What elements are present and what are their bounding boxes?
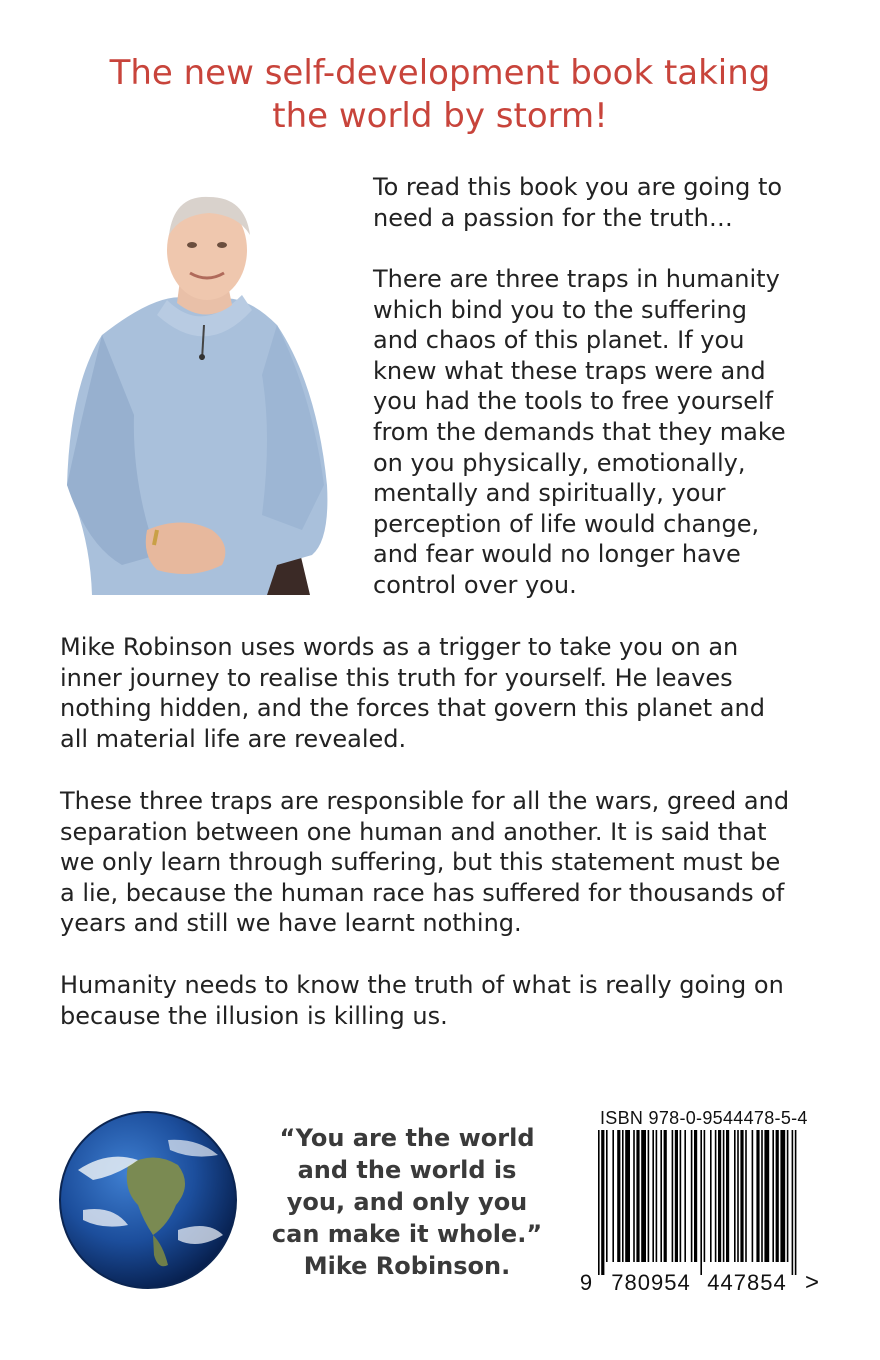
text-line: years and still we have learnt nothing. <box>60 909 522 938</box>
text-line: Humanity needs to know the truth of what is really going on <box>60 971 784 999</box>
barcode-bar <box>641 1130 646 1262</box>
text-line: perception of life would change, <box>373 509 760 538</box>
barcode-bar <box>776 1130 779 1262</box>
barcode-bar <box>664 1130 667 1262</box>
text-line: all material life are revealed. <box>60 724 407 753</box>
barcode-digits-left: 780954 <box>611 1270 691 1295</box>
text-line: knew what these traps were and <box>373 356 766 385</box>
barcode-bar <box>792 1130 794 1275</box>
barcode-bar <box>672 1130 674 1262</box>
text-line: and chaos of this planet. If you <box>373 326 745 355</box>
barcode-bar <box>737 1130 739 1262</box>
barcode-bar <box>622 1130 624 1262</box>
text-line: To read this book you are going to <box>373 173 783 201</box>
journey-paragraph <box>60 632 840 754</box>
text-line: mentally and spiritually, your <box>373 479 726 508</box>
barcode-bar <box>764 1130 769 1262</box>
barcode-bar <box>694 1130 697 1262</box>
text-line: we only learn through suffering, but this statement must be <box>60 848 781 877</box>
barcode-bar <box>795 1130 797 1275</box>
barcode-bar <box>648 1130 650 1262</box>
text-line: control over you. <box>373 570 577 599</box>
barcode-bar <box>617 1130 620 1262</box>
barcode-bar <box>675 1130 678 1262</box>
barcode-bar <box>723 1130 725 1262</box>
barcode-bar <box>601 1130 604 1275</box>
text-line: inner journey to realise this truth for yourself. He leaves <box>60 663 733 692</box>
barcode-bar <box>756 1130 759 1262</box>
quote-line: you, and only you <box>286 1188 528 1216</box>
text-line: There are three traps in humanity <box>373 265 780 293</box>
barcode-digits-right: 447854 <box>707 1270 787 1295</box>
text-line: a lie, because the human race has suffered for thousands of <box>60 878 785 907</box>
intro-paragraph <box>373 172 853 233</box>
isbn-label: ISBN 978-0-9544478-5-4 <box>600 1108 808 1128</box>
text-line: separation between one human and another. It is said that <box>60 817 767 846</box>
traps-paragraph <box>373 264 853 601</box>
barcode-bar <box>704 1130 706 1262</box>
barcode-bar <box>715 1130 717 1262</box>
headline-line: the world by storm! <box>272 96 608 136</box>
text-line: need a passion for the truth… <box>373 203 733 232</box>
barcode-bar <box>660 1130 662 1262</box>
barcode-bar <box>726 1130 729 1262</box>
barcode-bar <box>772 1130 774 1262</box>
barcode-bar <box>752 1130 754 1262</box>
barcode-bar <box>710 1130 712 1262</box>
barcode-bar <box>680 1130 682 1262</box>
quote-line: can make it whole.” <box>271 1220 543 1248</box>
barcode-arrow: > <box>804 1269 820 1296</box>
barcode-bar <box>606 1130 608 1262</box>
barcode-bar <box>612 1130 614 1262</box>
author-quote <box>262 1122 552 1282</box>
text-line: Mike Robinson uses words as a trigger to take you on an <box>60 633 739 661</box>
text-line: These three traps are responsible for all the wars, greed and <box>60 787 790 815</box>
text-line: on you physically, emotionally, <box>373 448 746 477</box>
quote-line: “You are the world <box>279 1124 535 1152</box>
text-line: from the demands that they make <box>373 417 786 446</box>
barcode-bar <box>745 1130 747 1262</box>
barcode-bar <box>761 1130 763 1262</box>
isbn-barcode <box>576 1108 826 1298</box>
barcode-bar <box>598 1130 600 1275</box>
barcode-bar <box>652 1130 654 1262</box>
barcode-bar <box>700 1130 702 1275</box>
text-line: and fear would no longer have <box>373 540 741 569</box>
barcode-bar <box>718 1130 721 1262</box>
earth-globe-image <box>58 1110 238 1290</box>
suffering-paragraph <box>60 786 840 939</box>
barcode-bar <box>636 1130 639 1262</box>
barcode-bar <box>684 1130 686 1262</box>
text-line: because the illusion is killing us. <box>60 1001 448 1030</box>
text-line: you had the tools to free yourself <box>373 387 774 416</box>
quote-attribution: Mike Robinson. <box>303 1252 511 1280</box>
barcode-bar <box>740 1130 743 1262</box>
illusion-paragraph <box>60 970 840 1031</box>
barcode-bar <box>780 1130 785 1262</box>
text-line: nothing hidden, and the forces that govern this planet and <box>60 694 765 723</box>
barcode-bar <box>625 1130 630 1262</box>
barcode-image <box>576 1130 826 1298</box>
headline-line: The new self-development book taking <box>109 53 771 93</box>
barcode-bar <box>734 1130 736 1262</box>
barcode-digit-prefix: 9 <box>579 1270 593 1295</box>
headline <box>0 52 880 138</box>
portrait-photo <box>62 185 332 595</box>
barcode-bar <box>656 1130 658 1262</box>
barcode-bar <box>633 1130 635 1262</box>
barcode-bar <box>691 1130 693 1262</box>
quote-line: and the world is <box>297 1156 517 1184</box>
text-line: which bind you to the suffering <box>373 295 747 324</box>
barcode-bar <box>787 1130 789 1262</box>
